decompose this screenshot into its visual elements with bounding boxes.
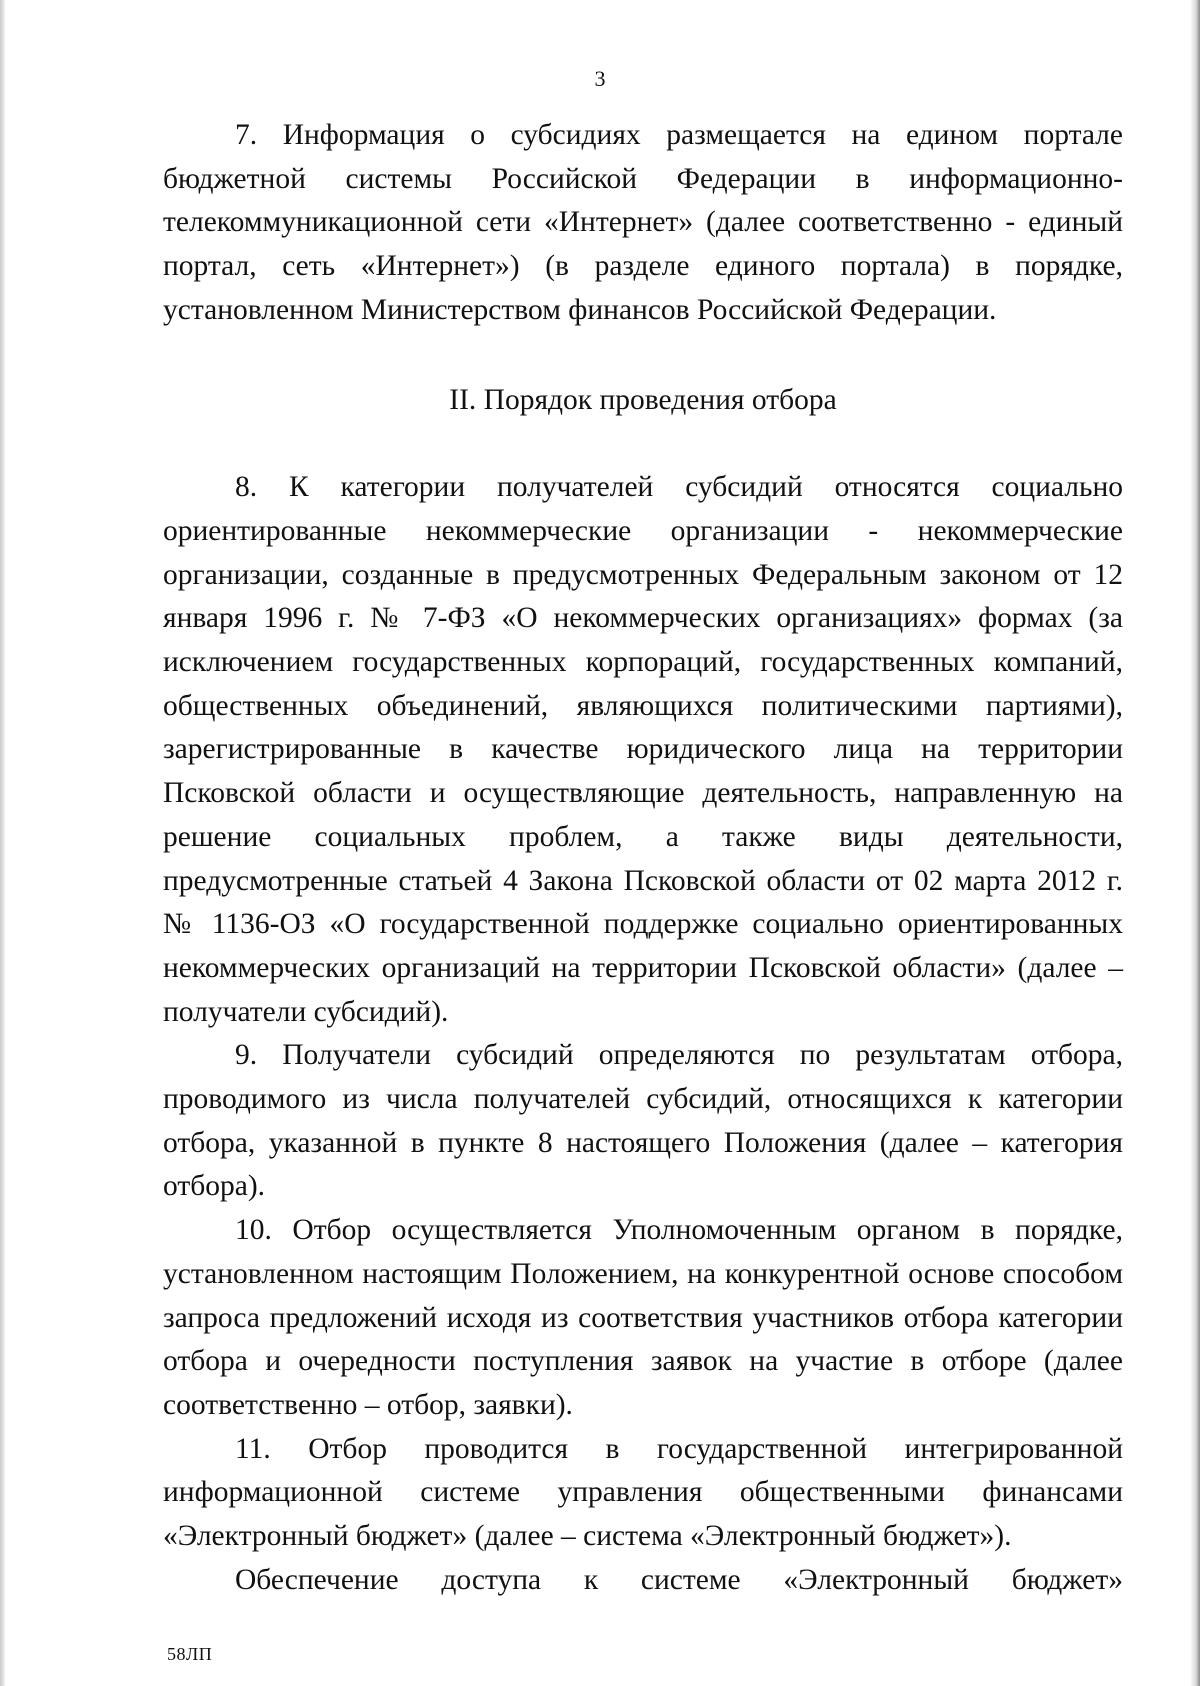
paragraph-11: 11. Отбор проводится в государственной интегрированной информационной системе управления общественными финансами «Электронный бюджет» (далее – система «Электронный бюджет»). [163,1432,1123,1553]
paragraph-7: 7. Информация о субсидиях размещается на едином портале бюджетной системы Российской Федерации в информационно-телекоммуникационной сети «Интернет» (далее соответственно - единый портал, сеть «Интернет») (в разделе единого портала) в порядке, установленном Министерством финансов Российской Федерации. [163,119,1123,326]
spacer [163,422,1123,466]
spacer [163,333,1123,379]
paragraph-12-start: Обеспечение доступа к системе «Электронный бюджет» [235,1563,1123,1596]
paragraph-8: 8. К категории получателей субсидий относятся социально ориентированные некоммерческие организации - некоммерческие организации, созданные в предусмотренных Федеральным законом от 12 января 1996 г. № 7-ФЗ «О некоммерческих организациях» формах (за исключением государственных корпораций, государственных компаний, общественных объединений, являющихся политическими партиями), зарегистрированные в качестве юридического лица на территории Псковской области и осуществляющие деятельность, направленную на решение социальных проблем, а также виды деятельности, предусмотренные статьей 4 Закона Псковской области от 02 марта 2012 г. № 1136-ОЗ «О государственной поддержке социально ориентированных некоммерческих организаций на территории Псковской области» (далее – получатели субсидий). [163,471,1123,1028]
page-number: 3 [594,66,606,91]
paragraph-9: 9. Получатели субсидий определяются по результатам отбора, проводимого из числа получателей субсидий, относящихся к категории отбора, указанной в пункте 8 настоящего Положения (далее – категория отбора). [163,1039,1123,1203]
scan-edge-right [1190,0,1200,1686]
scan-edge-left [0,0,5,1686]
paragraph-10: 10. Отбор осуществляется Уполномоченным органом в порядке, установленном настоящим Положением, на конкурентной основе способом запроса предложений исходя из соответствия участников отбора категории отбора и очередности поступления заявок на участие в отборе (далее соответственно – отбор, заявки). [163,1214,1123,1421]
document-code: 58ЛП [167,1644,213,1664]
document-body [163,114,1123,1603]
section-heading: II. Порядок проведения отбора [449,383,837,416]
